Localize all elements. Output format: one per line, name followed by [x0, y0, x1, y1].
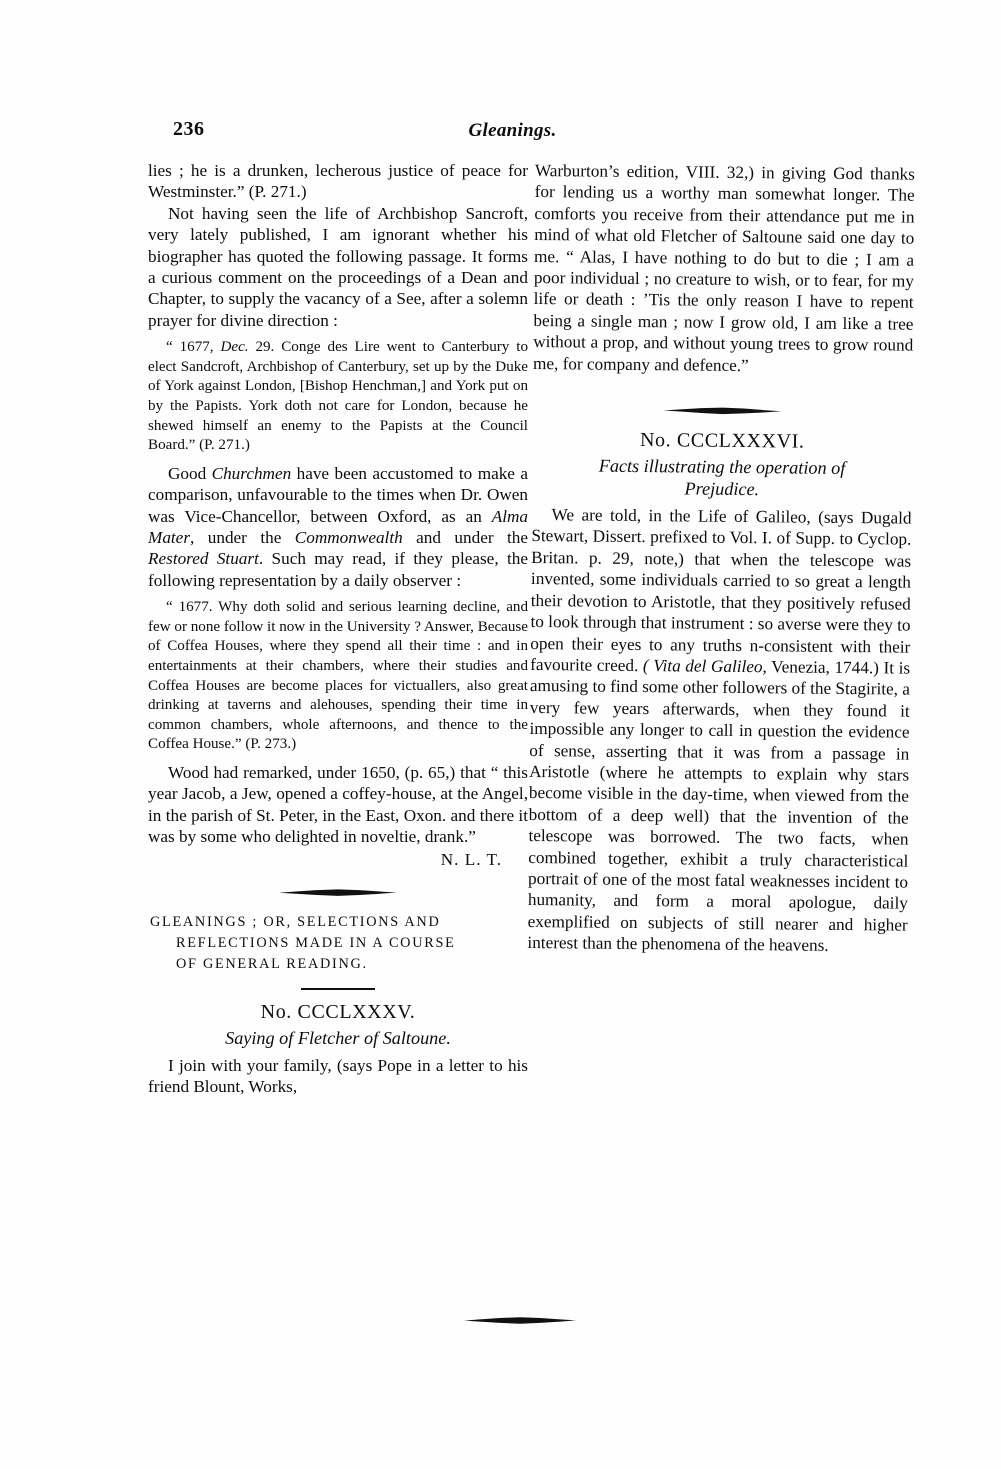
signature-initials: N. L. T. — [440, 849, 502, 869]
spacer — [148, 456, 528, 463]
spacer — [533, 374, 913, 390]
text-run: , under the — [190, 528, 295, 548]
text-run: Good — [168, 463, 212, 483]
italic-churchmen: Churchmen — [211, 463, 292, 483]
blockquote-1677-coffee-houses: “ 1677. Why doth solid and serious learning decline, and few or none follow it now in the University ? Answer, Because of Coffea Houses, where they spend all their time : and in entertainments at their chambers, where their studies and Coffea Houses are become places for victuallers, also great drinking at taverns and alehouses, spending their time in common chambers, whole afternoons, and thence to the Coffea House.” (P. 273.) — [148, 599, 529, 753]
text-run: have been accustomed to make a comparison, unfavourable to the times when Dr. Owen was Vice-Chancellor, between Oxford, as an — [148, 463, 528, 526]
quote-italic-month: Dec. — [220, 339, 249, 356]
quote-rest: 29. Conge des Lire went to Canterbury to elect Sandcroft, Archbishop of Canterbury, set up by the Duke of York against London, [Bishop Henchman,] and York put on by the Papists. York doth not care for London, because he shewed himself an enemy to the Papists at the Council Board.” (P. 271.) — [148, 339, 528, 454]
spacer — [148, 331, 528, 338]
article-number-heading: No. CCCLXXXVI. — [639, 429, 805, 453]
series-heading-line-3: OF GENERAL READING. — [176, 955, 368, 972]
article-number-heading: No. CCCLXXXV. — [260, 1000, 416, 1023]
series-heading-line-1: GLEANINGS ; OR, SELECTIONS AND — [150, 913, 441, 930]
article-subject-heading — [532, 454, 912, 502]
spacer — [148, 591, 528, 598]
text-run: . Such may read, if they please, the following representation by a daily observer : — [148, 549, 528, 590]
page-number: 236 — [173, 118, 205, 140]
quote-lead: “ 1677, — [166, 339, 221, 356]
running-title: Gleanings. — [468, 120, 557, 141]
text-run: , Venezia, 1744.) It is amusing to find some other followers of the Stagirite, a very few years afterwards, when they found it impossible any longer to call in question the evidence of sense, asserting that it was from a passage in Aristotle (where he attempts to explain why stars become visible in the day-time, when viewed from the bottom of a deep well) that the invention of the telescope was borrowed. The two facts, when combined together, exhibit a truly characteristical portrait of one of the most fatal weaknesses incident to humanity, and form a moral apologue, daily exemplified on subjects of still nearer and higher interest than the phenomena of the heavens. — [527, 657, 911, 956]
article-subject-heading: Saying of Fletcher of Saltoune. — [225, 1027, 451, 1048]
leaf-ornament-icon — [148, 880, 528, 906]
spacer — [148, 755, 528, 762]
text-run: We are told, in the Life of Galileo, (says Dugald Stewart, Dissert. prefixed to Vol. I. of Supp. to Cyclop. Britan. p. 29, note,) that when the telescope was invented, some individuals carried to so great a length their devotion to Aristotle, that they positively refused to look through that instrument : so averse were they to open their eyes to any truths n-consistent with their favourite creed. — [530, 505, 912, 675]
subject-heading-line-2: Prejudice. — [684, 478, 760, 500]
column-left — [148, 160, 528, 1097]
italic-vita-del-galileo: ( Vita del Galileo — [642, 655, 763, 677]
paragraph-wood: Wood had remarked, under 1650, (p. 65,) that “ this year Jacob, a Jew, opened a coffey-house, at the Angel, in the parish of St. Peter, in the East, Oxon. and there it was by some who delighted in noveltie, drank.” — [148, 763, 528, 847]
paragraph-pope-continued: Warburton’s edition, VIII. 32,) in giving God thanks for lending us a worthy man somewhat longer. The comforts you receive from their attendance put me in mind of what old Fletcher of Saltoune said one day to me. “ Alas, I have nothing to do but to die ; I am a poor individual ; no creature to wish, or to fear, for my life or death : ’Tis the only reason I have to repent being a single man ; now I grow old, I am like a tree without a prop, and without young trees to grow round me, for company and defence.” — [532, 160, 915, 375]
paragraph-galileo — [527, 504, 911, 957]
italic-commonwealth: Commonwealth — [294, 528, 403, 548]
paragraph-churchmen — [148, 463, 528, 591]
leaf-ornament-icon — [532, 396, 912, 426]
blockquote-1677-december — [148, 338, 528, 456]
series-heading — [148, 912, 528, 975]
series-heading-line-2: REFLECTIONS MADE IN A COURSE — [176, 934, 456, 951]
paragraph-pope: I join with your family, (says Pope in a letter to his friend Blount, Works, — [148, 1055, 528, 1097]
short-rule-icon — [148, 981, 528, 997]
column-right — [527, 160, 915, 957]
italic-alma-mater: Alma Mater — [148, 506, 528, 548]
running-head — [140, 118, 885, 148]
page-bottom-leaf-ornament-icon — [0, 1306, 1001, 1336]
paragraph-sancroft: Not having seen the life of Archbishop Sancroft, very lately published, I am ignorant whether his biographer has quoted the following passage. It forms a curious comment on the proceedings of a Dean and Chapter, to supply the vacancy of a See, after a solemn prayer for divine direction : — [148, 203, 528, 330]
paragraph-carryover: lies ; he is a drunken, lecherous justice of peace for Westminster.” (P. 271.) — [148, 161, 528, 202]
italic-restored-stuart: Restored Stuart — [148, 549, 259, 569]
subject-heading-line-1: Facts illustrating the operation of — [598, 455, 846, 479]
text-run: and under the — [402, 528, 528, 548]
